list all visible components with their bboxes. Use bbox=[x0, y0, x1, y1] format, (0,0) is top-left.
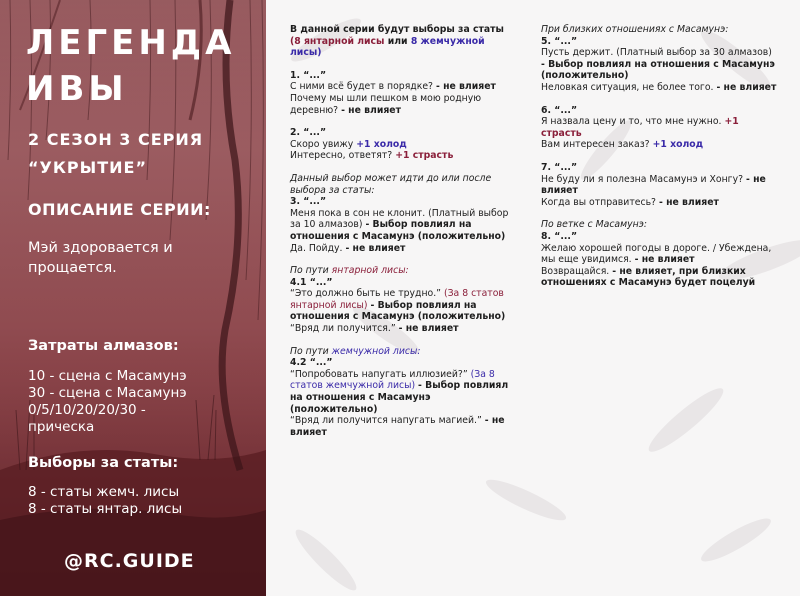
intro-block: В данной серии будут выборы за статы (8 янтарной лисы или 8 жемчужной лисы) bbox=[290, 24, 515, 59]
choice-block-4-2: По пути жемчужной лисы: 4.2 “...” “Попробовать напугать иллюзией?” (За 8 статов жемчужной лисы) - Выбор повлиял на отношения с Масамунэ (положительно) “Вряд ли получится напугать магией.” - не влияет bbox=[290, 345, 509, 438]
choice-block-4-1: По пути янтарной лисы: 4.1 “...” “Это должно быть не трудно.” (За 8 статов янтарной лисы) - Выбор повлиял на отношения с Масамунэ (положительно) “Вряд ли получится.” - не влияет bbox=[290, 265, 506, 335]
cover-panel bbox=[0, 0, 266, 596]
author-handle: @RC.GUIDE bbox=[64, 550, 195, 572]
guide-column-right bbox=[541, 24, 781, 300]
amber-stat-label: (8 янтарной лисы bbox=[290, 35, 385, 47]
episode-title: “УКРЫТИЕ” bbox=[28, 158, 147, 177]
pearl-stat-label: 8 жемчужной лисы) bbox=[290, 35, 485, 59]
cover-title bbox=[26, 20, 235, 112]
choice-line: 8 - статы жемч. лисы bbox=[28, 484, 180, 500]
choice-block-2: 2. “...” Скоро увижу +1 холод Интересно, ответят? +1 страсть bbox=[290, 127, 454, 162]
guide-column-left bbox=[290, 24, 515, 449]
diamond-cost-list bbox=[28, 368, 263, 436]
description-heading: ОПИСАНИЕ СЕРИИ: bbox=[28, 200, 211, 219]
intro-text: В данной серии будут выборы за статы bbox=[290, 24, 504, 35]
title-line-1: ЛЕГЕНДА bbox=[26, 23, 236, 63]
choice-block-8: По ветке с Масамунэ: 8. “...” Желаю хорошей погоды в дороге. / Убеждена, мы еще увидимся. - не влияет Возвращайся. - не влияет, при близких отношениях с Масамунэ будет поцелуй bbox=[541, 219, 772, 289]
choice-block-7: 7. “...” Не буду ли я полезна Масамунэ и Хонгу? - не влияет Когда вы отправитесь? - не влияет bbox=[541, 161, 766, 208]
choice-line: 8 - статы янтар. лисы bbox=[28, 501, 183, 517]
cost-line: 10 - сцена с Масамунэ bbox=[28, 368, 187, 384]
choice-block-3: Данный выбор может идти до или после выбора за статы: 3. “...” Меня пока в сон не клонит. (Платный выбор за 10 алмазов) - Выбор повлиял на отношения с Масамунэ (положительно) Да. Пойду. - не влияет bbox=[290, 172, 509, 254]
stat-choices-heading: Выборы за статы: bbox=[28, 455, 179, 471]
season-episode: 2 СЕЗОН 3 СЕРИЯ bbox=[28, 130, 204, 149]
cost-line: 0/5/10/20/20/30 - bbox=[28, 402, 146, 418]
description-text: Мэй здоровается и прощается. bbox=[28, 240, 173, 276]
title-line-2: ИВЫ bbox=[26, 69, 128, 109]
cost-line: 30 - сцена с Масамунэ bbox=[28, 385, 187, 401]
cost-line: прическа bbox=[28, 419, 95, 435]
choice-block-6: 6. “...” Я назвала цену и то, что мне нужно. +1 страсть Вам интересен заказ? +1 холод bbox=[541, 104, 739, 151]
diamond-cost-heading: Затраты алмазов: bbox=[28, 338, 179, 354]
choice-block-5: При близких отношениях с Масамунэ: 5. “...” Пусть держит. (Платный выбор за 30 алмазов) - Выбор повлиял на отношения с Масамунэ (положительно) Неловкая ситуация, не более того. - не влияет bbox=[541, 24, 777, 93]
stat-choices-list bbox=[28, 484, 182, 518]
choice-block-1: 1. “...” С ними всё будет в порядке? - не влияет Почему мы шли пешком в мою родную деревню? - не влияет bbox=[290, 69, 496, 116]
